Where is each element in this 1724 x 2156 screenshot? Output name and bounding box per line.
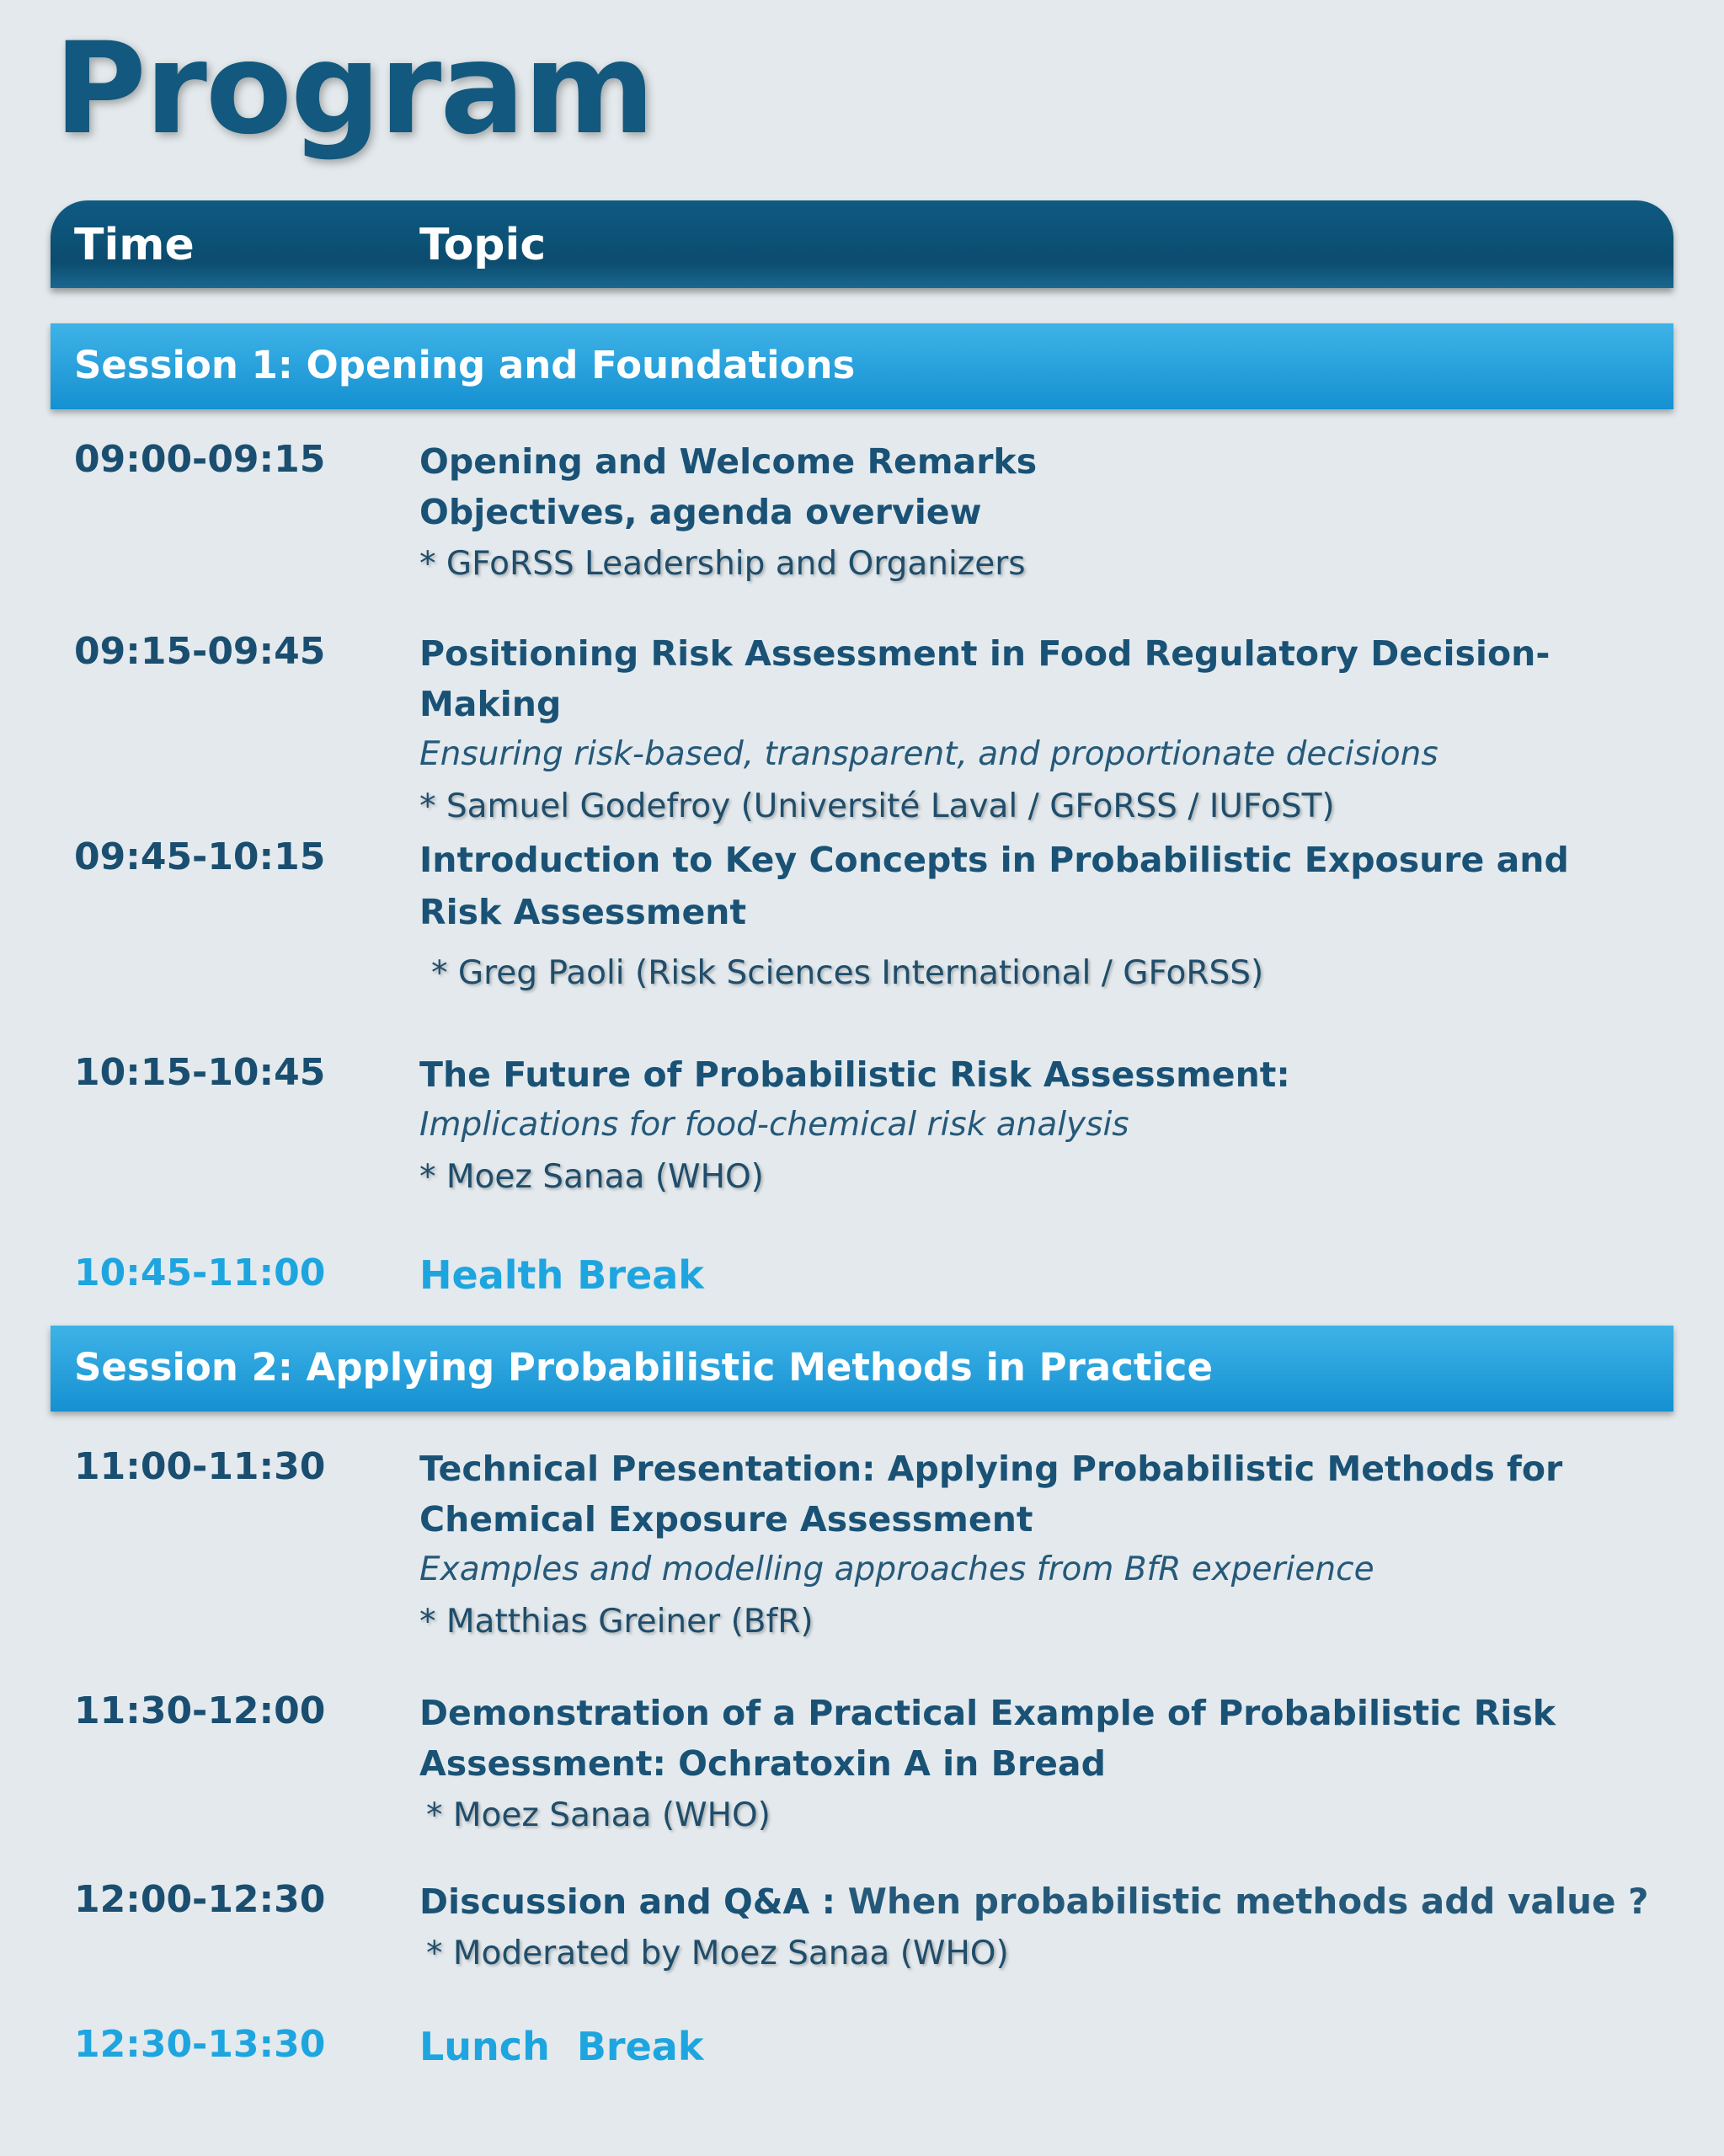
item-topic	[419, 436, 1683, 591]
item-speaker: * Matthias Greiner (BfR)	[419, 1603, 814, 1641]
break-title: Health Break	[419, 1252, 704, 1298]
item-subtitle: Implications for food-chemical risk analysis	[419, 1106, 1129, 1144]
item-speaker: * Greg Paoli (Risk Sciences International / GFoRSS)	[431, 954, 1264, 992]
item-title: Discussion and Q&A :	[419, 1881, 835, 1922]
item-title: The Future of Probabilistic Risk Assessment:	[419, 1054, 1290, 1095]
item-title-continued: Chemical Exposure Assessment	[419, 1499, 1033, 1540]
item-time: 09:00-09:15	[74, 438, 326, 481]
item-title-row	[419, 1876, 1683, 1927]
item-title-continued: Risk Assessment	[419, 892, 747, 932]
item-topic	[419, 628, 1683, 834]
item-topic	[419, 1049, 1683, 1204]
time-column-header: Time	[74, 220, 195, 270]
break-topic	[419, 2021, 1683, 2072]
item-time: 11:00-11:30	[74, 1445, 326, 1488]
item-subtitle: Ensuring risk-based, transparent, and proportionate decisions	[419, 735, 1438, 773]
item-title: Opening and Welcome Remarks	[419, 441, 1038, 482]
item-title: Technical Presentation: Applying Probabilistic Methods for	[419, 1449, 1563, 1489]
item-speaker: * Moez Sanaa (WHO)	[419, 1158, 764, 1196]
item-time: 10:15-10:45	[74, 1051, 326, 1094]
session-header	[51, 1326, 1673, 1412]
item-topic	[419, 834, 1683, 1001]
break-time: 12:30-13:30	[74, 2023, 326, 2066]
item-title-continued: Assessment: Ochratoxin A in Bread	[419, 1743, 1106, 1784]
item-speaker: * Moez Sanaa (WHO)	[426, 1796, 771, 1834]
item-time: 09:15-09:45	[74, 630, 326, 673]
page-title: Program	[54, 16, 654, 163]
session-header	[51, 323, 1673, 409]
item-speaker: * Samuel Godefroy (Université Laval / GFoRSS / IUFoST)	[419, 787, 1335, 825]
item-topic	[419, 1444, 1683, 1649]
item-topic	[419, 1876, 1683, 1981]
break-topic	[419, 1250, 1683, 1300]
item-speaker: * GFoRSS Leadership and Organizers	[419, 545, 1026, 583]
break-title: Lunch Break	[419, 2024, 704, 2069]
item-topic	[419, 1688, 1683, 1843]
item-title: Demonstration of a Practical Example of Probabilistic Risk	[419, 1693, 1556, 1733]
item-title: Positioning Risk Assessment in Food Regulatory Decision-Making	[419, 633, 1551, 724]
session-title: Session 1: Opening and Foundations	[74, 343, 856, 387]
item-time: 12:00-12:30	[74, 1878, 326, 1921]
item-title-tail: When probabilistic methods add value ?	[835, 1881, 1649, 1922]
break-time: 10:45-11:00	[74, 1251, 326, 1294]
table-header	[51, 200, 1673, 288]
item-subtitle: Objectives, agenda overview	[419, 492, 982, 532]
item-title: Introduction to Key Concepts in Probabilistic Exposure and	[419, 840, 1569, 880]
item-subtitle: Examples and modelling approaches from BfR experience	[419, 1550, 1374, 1588]
item-speaker: * Moderated by Moez Sanaa (WHO)	[426, 1935, 1009, 1972]
session-title: Session 2: Applying Probabilistic Methods in Practice	[74, 1345, 1213, 1390]
item-time: 09:45-10:15	[74, 835, 326, 878]
item-time: 11:30-12:00	[74, 1689, 326, 1732]
topic-column-header: Topic	[419, 220, 547, 270]
